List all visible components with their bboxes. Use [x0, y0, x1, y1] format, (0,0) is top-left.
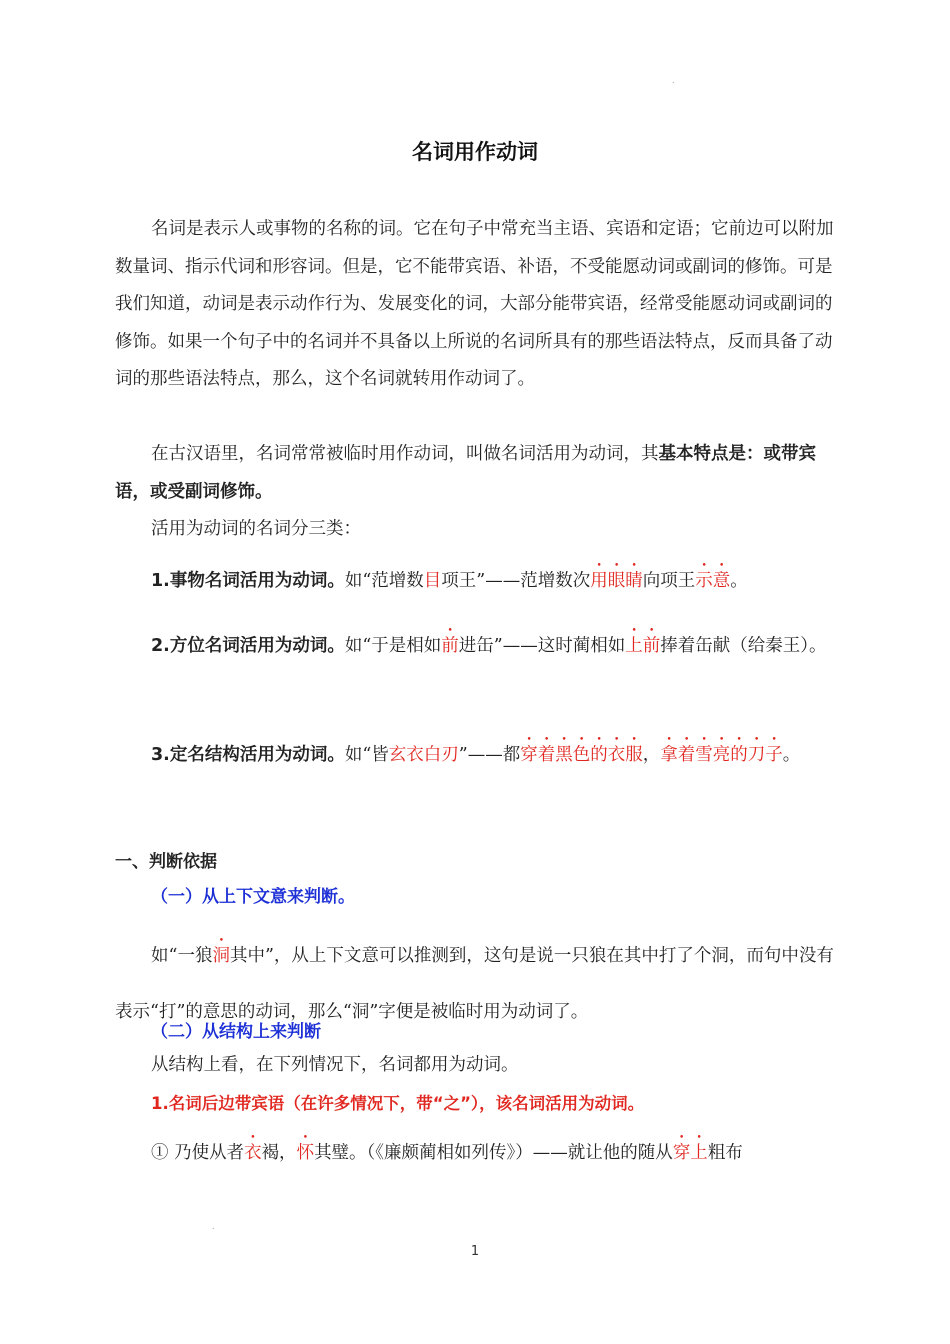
subsection-heading-2: （二）从结构上来判断	[151, 1022, 321, 1042]
item-label: 2.方位名词活用为动词。	[151, 636, 345, 656]
item-text: 如“范增数	[344, 571, 424, 591]
item-text: 向项王	[642, 571, 696, 591]
item-text: 进缶”——这时蔺相如	[458, 636, 626, 656]
emphasis-word: 上前	[625, 636, 661, 656]
emphasis-word: 穿上	[672, 1143, 708, 1163]
item-text: 如“于是相如	[344, 636, 442, 656]
item-text: 捧着缶献（给秦王）。	[660, 636, 827, 656]
page-title: 名词用作动词	[412, 140, 538, 164]
item-label: 3.定名结构活用为动词。	[151, 745, 345, 765]
item-label: 1.事物名词活用为动词。	[151, 571, 345, 591]
item-text: 如“皆	[344, 745, 389, 765]
emphasis-word: 示意	[695, 571, 731, 591]
para-text: 如“一狼	[151, 946, 213, 966]
section-heading: 一、判断依据	[115, 852, 217, 872]
item-text: 。	[782, 745, 801, 765]
example-text: 其璧。（《廉颇蔺相如列传》）——就让他的随从	[314, 1143, 673, 1163]
intro-paragraph: 名词是表示人或事物的名称的词。它在句子中常充当主语、宾语和定语；它前边可以附加数量词、指示代词和形容词。但是，它不能带宾语、补语，不受能愿动词或副词的修饰。可是我们知道，动词是表示动作行为、发展变化的词，大部分能带宾语，经常受能愿动词或副词的修饰。如果一个句子中的名词并不具备以上所说的名词所具有的那些语法特点，反而具备了动词的那些语法特点，那么，这个名词就转用作动词了。	[115, 219, 834, 389]
emphasis-word: 洞	[212, 946, 230, 966]
feature-paragraph	[115, 436, 837, 511]
emphasis-word: 怀	[296, 1143, 315, 1163]
emphasis-word: 用眼睛	[590, 571, 643, 591]
example-line	[115, 1133, 837, 1173]
item-text: ”——都	[458, 745, 521, 765]
emphasis-word: 衣	[244, 1143, 262, 1163]
category-item-3	[115, 718, 837, 792]
highlight-word: 目	[423, 571, 442, 591]
subsection-heading-1: （一）从上下文意来判断。	[151, 887, 355, 907]
emphasis-word: 前	[441, 636, 459, 656]
example-text: 褐，	[261, 1143, 297, 1163]
highlight-word: 玄衣白刃	[388, 745, 459, 765]
item-text: 。	[730, 571, 748, 591]
example-text: ① 乃使从者	[151, 1143, 245, 1163]
category-intro: 活用为动词的名词分三类：	[151, 519, 361, 539]
rule-heading: 1.名词后边带宾语（在许多情况下，带“之”），该名词活用为动词。	[151, 1094, 645, 1113]
category-item-2	[115, 622, 837, 670]
item-text: 项王”——范增数次	[441, 571, 591, 591]
speck-mark: .	[672, 76, 675, 85]
feature-bold: 基本特点是：或带宾语，或受副词修饰。	[115, 444, 816, 502]
category-item-1	[115, 561, 837, 601]
structure-paragraph: 从结构上看，在下列情况下，名词都用为动词。	[151, 1055, 519, 1075]
speck-mark: .	[212, 1222, 215, 1231]
para-text: 其中”，从上下文意可以推测到，这句是说一只狼在其中打了个洞，而句中没有表示“打”的意思的动词，那么“洞”字便是被临时用为动词了。	[115, 946, 834, 1022]
emphasis-word: 拿着雪亮的刀子	[660, 745, 783, 765]
example-text: 粗布	[707, 1143, 743, 1163]
emphasis-word: 穿着黑色的衣服	[520, 745, 643, 765]
page-number: 1	[470, 1244, 480, 1259]
item-text: ，	[642, 745, 661, 765]
feature-text: 在古汉语里，名词常常被临时用作动词，叫做名词活用为动词，其	[151, 444, 659, 464]
